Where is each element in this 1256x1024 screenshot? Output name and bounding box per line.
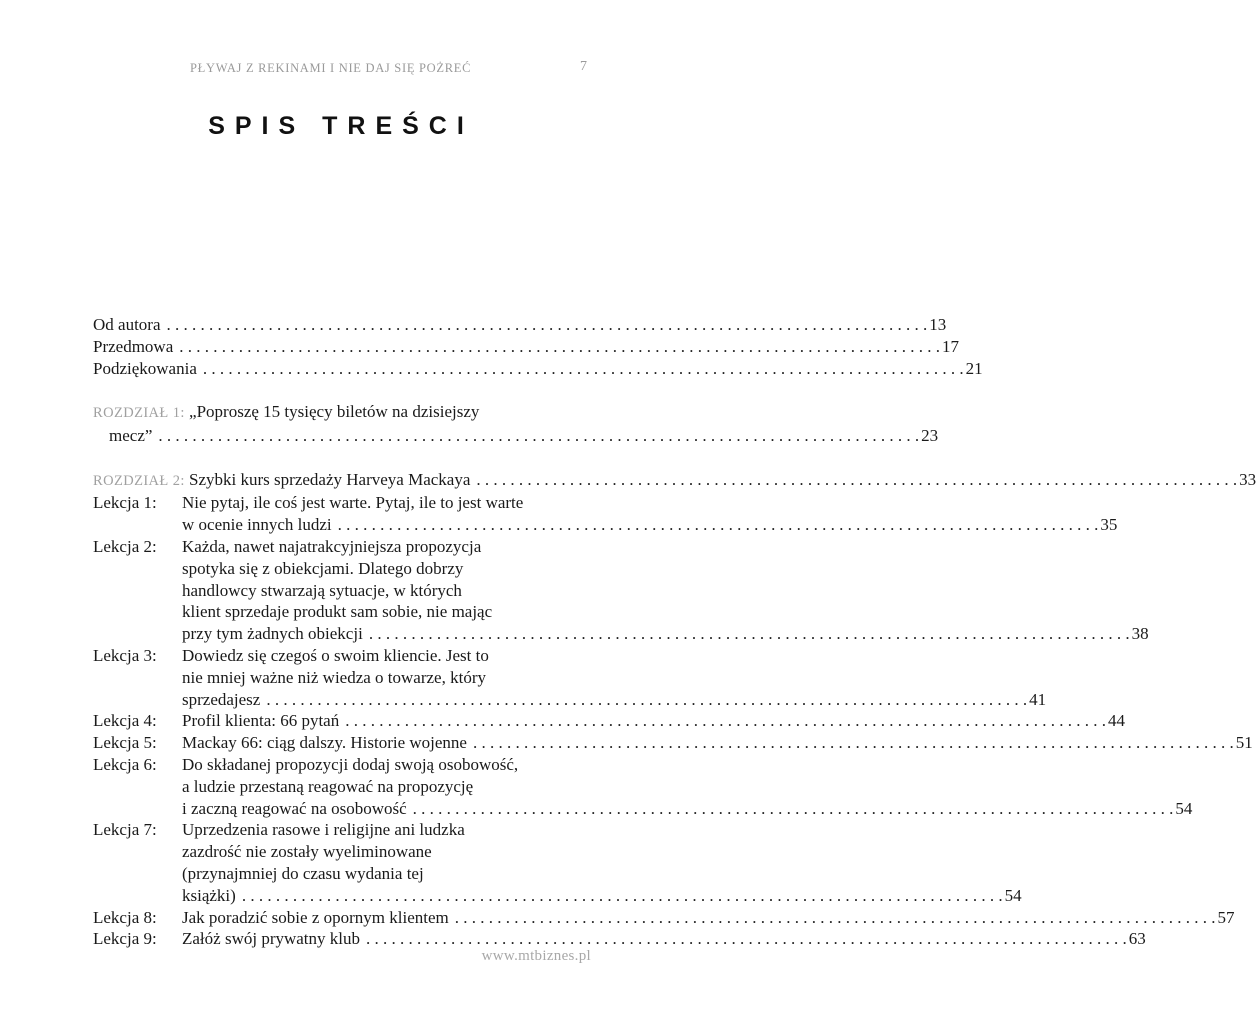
lesson-title-line: Do składanej propozycji dodaj swoją osobowość,	[182, 754, 519, 774]
lesson-label: Lekcja 4:	[93, 711, 157, 731]
page-number: 7	[580, 59, 587, 74]
spacer	[93, 379, 591, 401]
toc-entry-page: 44	[1107, 711, 1125, 731]
lesson-title-line: Jak poradzić sobie z opornym klientem	[182, 907, 449, 927]
dot-leader	[236, 885, 1005, 907]
table-of-contents	[93, 314, 1256, 950]
chapter-title: „Poproszę 15 tysięcy biletów na dzisiejszy	[189, 402, 480, 422]
toc-entry-page: 57	[1217, 907, 1235, 927]
lesson-title-line: i zaczną reagować na osobowość	[182, 798, 407, 818]
dot-leader	[152, 425, 921, 447]
lesson-title-line: Załóż swój prywatny klub	[182, 929, 360, 949]
lesson-title-line: przy tym żadnych obiekcji	[182, 624, 363, 644]
toc-entry-podziekowania[interactable]	[93, 358, 983, 380]
toc-entry-lesson-9[interactable]	[93, 928, 1146, 950]
lesson-title-line: Mackay 66: ciąg dalszy. Historie wojenne	[182, 733, 467, 753]
lesson-title-line: nie mniej ważne niż wiedza o towarze, który	[182, 667, 486, 687]
toc-entry-page: 17	[942, 336, 960, 356]
chapter-title: Szybki kurs sprzedaży Harveya Mackaya	[189, 469, 471, 489]
lesson-title-line: klient sprzedaje produkt sam sobie, nie mając	[182, 602, 493, 622]
lesson-label: Lekcja 6:	[93, 754, 157, 774]
lesson-title-line: Dowiedz się czegoś o swoim kliencie. Jest to	[182, 645, 489, 665]
dot-leader	[161, 314, 930, 336]
toc-entry-page: 38	[1131, 624, 1149, 644]
footer-url: www.mtbiznes.pl	[481, 948, 591, 964]
dot-leader	[332, 514, 1101, 536]
lesson-title-line: Uprzedzenia rasowe i religijne ani ludzka	[182, 820, 465, 840]
spacer	[93, 447, 591, 469]
toc-entry-page: 13	[929, 315, 947, 334]
toc-entry-lesson-1[interactable]	[93, 492, 1118, 536]
lesson-title-line: Nie pytaj, ile coś jest warte. Pytaj, ile to jest warte	[182, 493, 524, 513]
toc-entry-chapter-2[interactable]	[93, 469, 1256, 493]
toc-entry-page: 54	[1004, 885, 1022, 905]
lesson-label: Lekcja 8:	[93, 907, 157, 927]
dot-leader	[407, 798, 1176, 820]
toc-entry-page: 54	[1175, 798, 1193, 818]
toc-entry-lesson-7[interactable]	[93, 819, 1022, 906]
toc-entry-page: 63	[1128, 929, 1146, 949]
chapter-label: ROZDZIAŁ 2:	[93, 472, 185, 489]
lesson-title-line: sprzedajesz	[182, 689, 261, 709]
toc-entry-lesson-8[interactable]	[93, 907, 1235, 929]
toc-entry-title: Przedmowa	[93, 336, 174, 356]
toc-entry-page: 23	[921, 425, 939, 445]
lesson-title-line: książki)	[182, 885, 236, 905]
toc-entry-page: 35	[1100, 515, 1118, 535]
lesson-label: Lekcja 7:	[93, 820, 157, 840]
toc-entry-lesson-4[interactable]	[93, 710, 1125, 732]
toc-entry-lesson-6[interactable]	[93, 754, 1193, 819]
toc-entry-lesson-5[interactable]	[93, 732, 1253, 754]
toc-entry-lesson-3[interactable]	[93, 645, 1047, 710]
lesson-title-line: Każda, nawet najatrakcyjniejsza propozycja	[182, 536, 482, 556]
lesson-title-line: w ocenie innych ludzi	[182, 515, 332, 535]
toc-entry-od-autora[interactable]	[93, 314, 947, 336]
lesson-title-line: spotyka się z obiekcjami. Dlatego dobrzy	[182, 558, 464, 578]
lesson-title-line: handlowcy stwarzają sytuacje, w których	[182, 580, 462, 600]
toc-entry-przedmowa[interactable]	[93, 336, 960, 358]
toc-entry-lesson-2[interactable]	[93, 536, 1149, 645]
toc-entry-chapter-1[interactable]	[93, 401, 939, 447]
toc-entry-title: Podziękowania	[93, 358, 197, 378]
chapter-title-continued: mecz”	[109, 425, 153, 445]
page-title: SPIS TREŚCI	[208, 112, 474, 140]
dot-leader	[197, 358, 966, 380]
lesson-title-line: a ludzie przestaną reagować na propozycję	[182, 776, 474, 796]
lesson-title-line: (przynajmniej do czasu wydania tej	[182, 863, 424, 883]
lesson-label: Lekcja 5:	[93, 733, 157, 753]
dot-leader	[363, 623, 1132, 645]
toc-entry-page: 33	[1239, 469, 1256, 489]
toc-entry-page: 21	[965, 358, 983, 378]
lesson-label: Lekcja 1:	[93, 493, 157, 513]
toc-entry-title: Od autora	[93, 315, 161, 334]
toc-entry-page: 41	[1029, 689, 1047, 709]
lesson-label: Lekcja 9:	[93, 929, 157, 949]
dot-leader	[467, 732, 1236, 754]
lesson-label: Lekcja 3:	[93, 645, 157, 665]
dot-leader	[260, 689, 1029, 711]
dot-leader	[449, 907, 1218, 929]
lesson-title-line: zazdrość nie zostały wyeliminowane	[182, 842, 432, 862]
chapter-label: ROZDZIAŁ 1:	[93, 405, 185, 422]
dot-leader	[173, 336, 942, 358]
lesson-title-line: Profil klienta: 66 pytań	[182, 711, 340, 731]
lesson-list	[93, 492, 1253, 950]
toc-entry-page: 51	[1235, 733, 1253, 753]
lesson-label: Lekcja 2:	[93, 536, 157, 556]
dot-leader	[360, 928, 1129, 950]
dot-leader	[470, 469, 1239, 491]
running-head: PŁYWAJ Z REKINAMI I NIE DAJ SIĘ POŻREĆ	[190, 61, 472, 75]
dot-leader	[339, 710, 1108, 732]
